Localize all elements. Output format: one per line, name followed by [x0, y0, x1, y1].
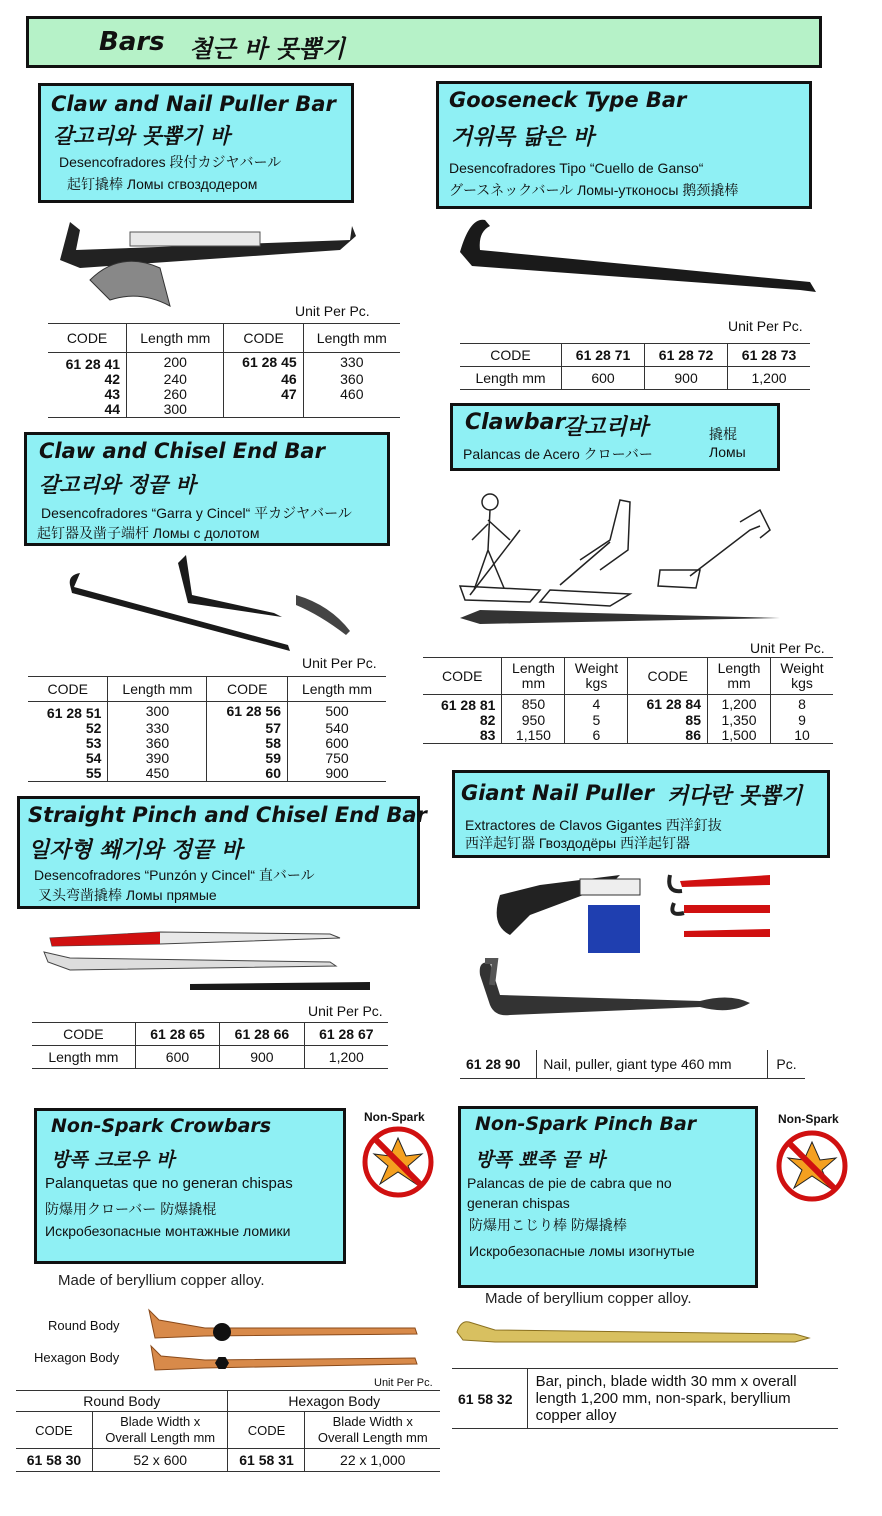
clawbar-title-box: [450, 403, 780, 471]
table-row: 43 260 47 460: [48, 387, 400, 402]
gooseneck-title-en: Gooseneck Type Bar: [449, 88, 687, 112]
clawbar-line1: Palancas de Acero クローバー: [463, 446, 653, 462]
claw-chisel-bar-illustration: [60, 555, 360, 655]
gooseneck-table: [460, 343, 810, 390]
straight-title-box: [17, 796, 427, 909]
hexagon-body-header: Hexagon Body: [228, 1391, 440, 1412]
table-row: CODE 61 28 65 61 28 66 61 28 67: [32, 1023, 388, 1046]
nonspark-crow-title-en: Non-Spark Crowbars: [51, 1115, 272, 1137]
straight-line2: 叉头弯凿撬棒 Ломы прямые: [38, 887, 217, 903]
nonspark-pinch-title-ko: 방폭 뾰족 끝 바: [475, 1149, 605, 1171]
table-row: 55 450 60 900: [28, 766, 386, 782]
table-header: Weight kgs: [565, 658, 628, 695]
straight-title-en: Straight Pinch and Chisel End Bar: [28, 803, 427, 827]
table-row: 54 390 59 750: [28, 751, 386, 766]
nonspark-crow-note: Made of beryllium copper alloy.: [58, 1272, 265, 1289]
table-row: 53 360 58 600: [28, 736, 386, 751]
nonspark-pinch-title-en: Non-Spark Pinch Bar: [475, 1113, 697, 1135]
table-header: CODE: [66, 330, 108, 346]
nonspark-crow-line3: Искробезопасные монтажные ломики: [45, 1223, 291, 1239]
claw-chisel-line1: Desencofradores “Garra y Cincel“ 平カジヤバール: [41, 505, 352, 521]
section-header: [26, 16, 822, 68]
gooseneck-title-ko: 거위목 닮은 바: [451, 125, 594, 150]
claw-chisel-title-ko: 갈고리와 정끝 바: [39, 473, 196, 497]
nonspark-pinch-table: [452, 1368, 838, 1429]
table-header: Length mm: [303, 324, 400, 353]
table-row: 61 58 30 52 x 600 61 58 31 22 x 1,000: [16, 1449, 440, 1472]
header-title-en: Bars: [99, 27, 165, 57]
table-header: CODE: [207, 677, 288, 702]
table-header: Length mm: [502, 658, 565, 695]
nonspark-crow-unit: Unit Per Pc.: [374, 1377, 433, 1389]
clawbar-cn: 撬棍: [709, 426, 737, 442]
table-header: Length mm: [108, 677, 207, 702]
table-header: Weight kgs: [771, 658, 834, 695]
nonspark-crow-line1: Palanquetas que no generan chispas: [45, 1175, 293, 1192]
table-header: Length mm: [288, 677, 387, 702]
gooseneck-line2: グースネックバール Ломы-утконосы 鹅颈撬棒: [449, 182, 739, 198]
straight-table: [32, 1022, 388, 1069]
round-body-header: Round Body: [83, 1393, 161, 1409]
table-row: Length mm 600 900 1,200: [460, 367, 810, 390]
claw-nail-title-box: [38, 83, 354, 203]
table-row: 83 1,150 6 86 1,500 10: [423, 728, 833, 744]
nonspark-pinch-line1: Palancas de pie de cabra que no: [467, 1175, 672, 1191]
claw-nail-title-ko: 갈고리와 못뽑기 바: [53, 124, 230, 148]
giant-puller-illustration: [470, 865, 790, 1045]
claw-nail-line1: Desencofradores 段付カジヤバール: [59, 154, 282, 170]
table-row: 61 58 32 Bar, pinch, blade width 30 mm x overall length 1,200 mm, non-spark, beryllium copper alloy: [452, 1369, 838, 1429]
table-header: Blade Width x Overall Length mm: [305, 1412, 440, 1449]
nonspark-pinch-title-box: [458, 1106, 758, 1288]
nonspark-pinch-line3: 防爆用こじり棒 防爆撬棒: [469, 1217, 627, 1233]
straight-bar-illustration: [40, 922, 380, 1002]
table-row: 42 240 46 360: [48, 372, 400, 387]
nonspark-crow-line2: 防爆用クローバー 防爆撬棍: [45, 1201, 217, 1217]
straight-title-ko: 일자형 쐐기와 정끝 바: [28, 838, 243, 863]
nonspark-pinch-line2: generan chispas: [467, 1195, 570, 1211]
nonspark-crow-title-ko: 방폭 크로우 바: [51, 1149, 175, 1171]
clawbar-title-ko: 갈고리바: [563, 415, 649, 440]
giant-title-box: [452, 770, 830, 858]
clawbar-title-en: Clawbar: [465, 410, 566, 435]
round-body-label: Round Body: [48, 1318, 120, 1333]
table-header: CODE: [224, 324, 303, 353]
claw-chisel-line2: 起钉器及凿子端杆 Ломы с долотом: [37, 525, 260, 541]
clawbar-ru: Ломы: [709, 444, 746, 460]
table-row: 82 950 5 85 1,350 9: [423, 713, 833, 728]
claw-nail-line2: 起钉撬棒 Ломы сгвоздодером: [67, 176, 258, 192]
gooseneck-line1: Desencofradores Tipo “Cuello de Ganso“: [449, 160, 704, 176]
nonspark-badge: Non-Spark: [774, 1112, 854, 1208]
table-row: Length mm 600 900 1,200: [32, 1046, 388, 1069]
giant-table: [460, 1050, 805, 1079]
straight-unit: Unit Per Pc.: [308, 1003, 383, 1019]
table-header: Length mm: [708, 658, 771, 695]
straight-line1: Desencofradores “Punzón y Cincel“ 直バール: [34, 867, 315, 883]
clawbar-usage-illustration: [460, 490, 790, 635]
table-row: 61 28 51 300 61 28 56 500: [28, 702, 386, 722]
table-row: 52 330 57 540: [28, 721, 386, 736]
claw-nail-table: [48, 323, 400, 418]
claw-chisel-title-en: Claw and Chisel End Bar: [39, 439, 325, 463]
nonspark-crow-table: [16, 1390, 440, 1472]
no-spark-icon: [776, 1130, 848, 1202]
claw-chisel-unit: Unit Per Pc.: [302, 655, 377, 671]
nonspark-crow-title-box: [34, 1108, 346, 1264]
table-header: Length mm: [127, 324, 224, 353]
table-header: CODE: [47, 681, 88, 697]
table-header: CODE: [35, 1422, 73, 1438]
giant-line1: Extractores de Clavos Gigantes 西洋釘抜: [465, 817, 722, 833]
claw-nail-unit: Unit Per Pc.: [295, 303, 370, 319]
giant-title-ko: 커다란 못뽑기: [667, 784, 803, 809]
nonspark-pinch-bar-illustration: [455, 1318, 815, 1348]
nonspark-badge: Non-Spark: [360, 1110, 436, 1206]
table-row: 61 28 81 850 4 61 28 84 1,200 8: [423, 695, 833, 714]
table-header: CODE: [228, 1412, 305, 1449]
table-row: CODE 61 28 71 61 28 72 61 28 73: [460, 344, 810, 367]
gooseneck-unit: Unit Per Pc.: [728, 318, 803, 334]
table-header: CODE: [628, 658, 708, 695]
table-row: 61 28 90 Nail, puller, giant type 460 mm Pc.: [460, 1050, 805, 1079]
giant-line2: 西洋起钉器 Гвоздодёры 西洋起钉器: [465, 835, 691, 851]
hexagon-body-label: Hexagon Body: [34, 1350, 120, 1365]
giant-title-en: Giant Nail Puller: [461, 781, 654, 805]
claw-chisel-title-box: [24, 432, 390, 546]
table-header: CODE: [442, 668, 483, 684]
nonspark-crowbar-illustration: [145, 1308, 425, 1380]
claw-chisel-table: [28, 676, 386, 782]
gooseneck-title-box: [436, 81, 812, 209]
header-title-ko: 철근 바 못뽑기: [189, 35, 345, 63]
claw-nail-title-en: Claw and Nail Puller Bar: [51, 92, 336, 116]
gooseneck-bar-illustration: [450, 212, 820, 302]
no-spark-icon: [362, 1126, 434, 1198]
table-row: 61 28 41 200 61 28 45 330: [48, 353, 400, 373]
nonspark-pinch-note: Made of beryllium copper alloy.: [485, 1290, 692, 1307]
table-header: Blade Width x Overall Length mm: [92, 1412, 228, 1449]
table-row: 44 300: [48, 402, 400, 418]
clawbar-table: [423, 657, 833, 744]
nonspark-pinch-line4: Искробезопасные ломы изогнутые: [469, 1243, 695, 1259]
clawbar-unit: Unit Per Pc.: [750, 640, 825, 656]
